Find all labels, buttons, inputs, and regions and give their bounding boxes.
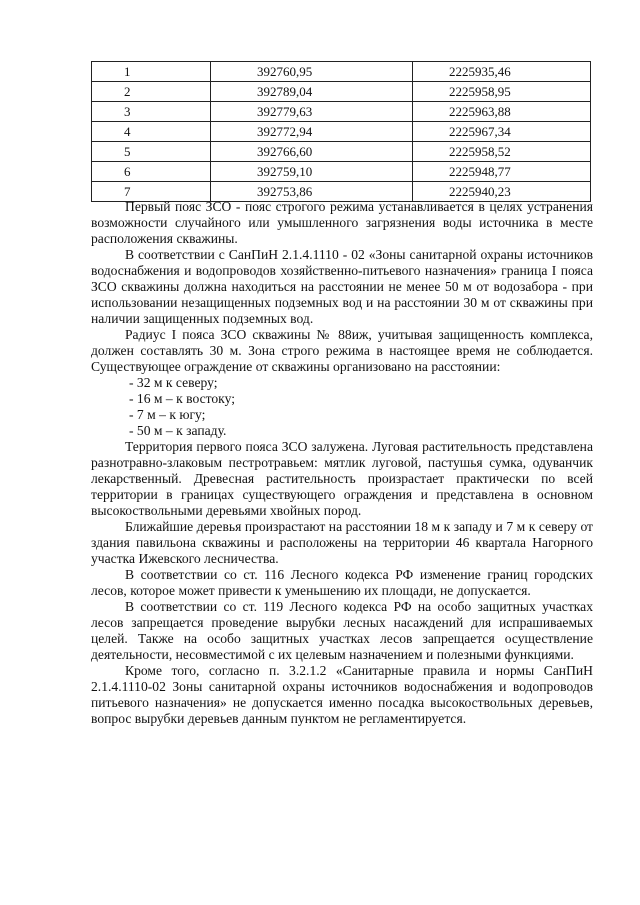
x-coordinate-cell: 392766,60 [211, 142, 413, 162]
point-number-cell: 7 [92, 182, 211, 202]
y-coordinate-cell: 2225935,46 [413, 62, 591, 82]
document-body [91, 199, 593, 727]
x-coordinate-cell: 392760,95 [211, 62, 413, 82]
y-coordinate-cell: 2225958,95 [413, 82, 591, 102]
distance-south: - 7 м – к югу; [129, 407, 206, 422]
point-number-cell: 1 [92, 62, 211, 82]
distance-list [91, 375, 593, 439]
paragraph-sanpin-planting: Кроме того, согласно п. 3.2.1.2 «Санитарные правила и нормы СанПиН 2.1.4.1110-02 Зоны санитарной охраны источников водоснабжения и водопроводов питьевого назначения» не допускается именно посадка высокоствольных деревьев, вопрос вырубки деревьев данным пунктом не регламентируется. [91, 663, 593, 726]
table-row [92, 102, 591, 122]
y-coordinate-cell: 2225940,23 [413, 182, 591, 202]
point-number-cell: 3 [92, 102, 211, 122]
table-row [92, 62, 591, 82]
point-number-cell: 6 [92, 162, 211, 182]
paragraph-vegetation: Территория первого пояса ЗСО залужена. Луговая растительность представлена разнотравно-злаковым пестротравьем: мятлик луговой, пастушья сумка, одуванчик лекарственный. Древесная растительность произрастает практически по всей территории в границах существующего ограждения и представлена в основном высокоствольными деревьями хвойных пород. [91, 439, 593, 518]
table-row [92, 162, 591, 182]
paragraph-sanpin-boundary: В соответствии с СанПиН 2.1.4.1110 - 02 «Зоны санитарной охраны источников водоснабжения и водопроводов хозяйственно-питьевого назначения» граница I пояса ЗСО скважины должна находиться на расстоянии не менее 50 м от водозабора - при использовании незащищенных подземных вод и на расстоянии 30 м от скважины при наличии защищенных подземных вод. [91, 247, 593, 326]
x-coordinate-cell: 392753,86 [211, 182, 413, 202]
table-row [92, 122, 591, 142]
paragraph-forest-code-119: В соответствии со ст. 119 Лесного кодекса РФ на особо защитных участках лесов запрещается проведение вырубки лесных насаждений для испрашиваемых целей. Также на особо защитных участках лесов запрещается осуществление деятельности, несовместимой с их целевым назначением и полезными функциями. [91, 599, 593, 662]
x-coordinate-cell: 392772,94 [211, 122, 413, 142]
paragraph-radius: Радиус I пояса ЗСО скважины № 88иж, учитывая защищенность комплекса, должен составлять 30 м. Зона строго режима в настоящее время не соблюдается. Существующее ограждение от скважины организовано на расстоянии: [91, 327, 593, 374]
paragraph-first-zone: Первый пояс ЗСО - пояс строгого режима устанавливается в целях устранения возможности случайного или умышленного загрязнения воды источника в месте расположения скважины. [91, 199, 593, 246]
coordinates-table [91, 61, 591, 202]
y-coordinate-cell: 2225963,88 [413, 102, 591, 122]
y-coordinate-cell: 2225967,34 [413, 122, 591, 142]
x-coordinate-cell: 392789,04 [211, 82, 413, 102]
paragraph-forest-code-116: В соответствии со ст. 116 Лесного кодекса РФ изменение границ городских лесов, которое может привести к уменьшению их площади, не допускается. [91, 567, 593, 598]
distance-east: - 16 м – к востоку; [129, 391, 235, 406]
table-row [92, 82, 591, 102]
point-number-cell: 4 [92, 122, 211, 142]
point-number-cell: 5 [92, 142, 211, 162]
distance-north: - 32 м к северу; [129, 375, 218, 390]
table-row [92, 142, 591, 162]
distance-west: - 50 м – к западу. [129, 423, 227, 438]
paragraph-nearest-trees: Ближайшие деревья произрастают на расстоянии 18 м к западу и 7 м к северу от здания павильона скважины и расположены на территории 46 квартала Нагорного участка Ижевского лесничества. [91, 519, 593, 566]
x-coordinate-cell: 392759,10 [211, 162, 413, 182]
y-coordinate-cell: 2225958,52 [413, 142, 591, 162]
x-coordinate-cell: 392779,63 [211, 102, 413, 122]
y-coordinate-cell: 2225948,77 [413, 162, 591, 182]
point-number-cell: 2 [92, 82, 211, 102]
